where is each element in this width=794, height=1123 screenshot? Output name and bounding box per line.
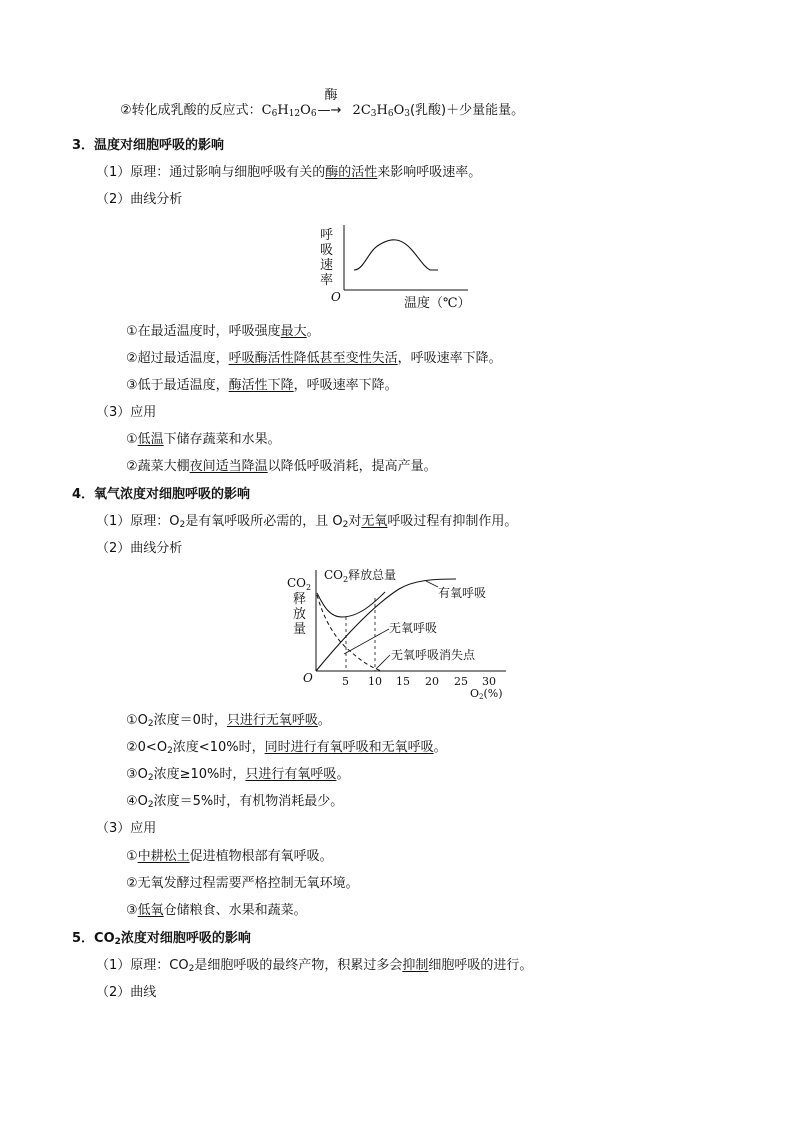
aerobic-label: 有氧呼吸 — [438, 586, 487, 600]
sec4-item-2: $②0<O_2$浓度<10%时，同时进行有氧呼吸和无氧呼吸。 — [126, 740, 447, 756]
aerobic-pointer — [426, 581, 438, 587]
temperature-chart — [318, 225, 478, 313]
temperature-curve — [354, 240, 438, 270]
oxygen-chart-ylabel — [287, 576, 311, 637]
sec4-application-heading: （3）应用 — [96, 821, 157, 836]
section-4-heading: 4．氧气浓度对细胞呼吸的影响 — [72, 487, 251, 502]
sec3-item-2: ②超过最适温度，呼吸酶活性降低甚至变性失活，呼吸速率下降。 — [126, 351, 502, 366]
reaction-suffix: ＋少量能量。 — [446, 103, 525, 118]
ylabel-char: 吸 — [320, 243, 334, 258]
underlined-answer: 酶的活性 — [325, 165, 378, 180]
sec3-curve-heading: （2）曲线分析 — [96, 192, 183, 207]
ylabel-char: 释 — [293, 592, 307, 607]
section-3-heading: 3．温度对细胞呼吸的影响 — [72, 138, 225, 153]
reactant-formula: $C_6H_{12}O_6$ — [261, 103, 317, 119]
x-axis-label: O2(%) — [470, 687, 503, 700]
x-tick-label: 20 — [425, 675, 439, 688]
anaerobic-pointer — [344, 629, 389, 654]
anaerobic-label: 无氧呼吸 — [389, 621, 438, 635]
ylabel-char: 量 — [293, 622, 307, 637]
x-tick-label: 15 — [396, 675, 410, 688]
sec4-application-2: ②无氧发酵过程需要严格控制无氧环境。 — [126, 876, 359, 891]
x-tick-label: 10 — [368, 675, 382, 688]
product-name: (乳酸) — [409, 103, 447, 118]
sec3-application-2: ②蔬菜大棚夜间适当降温以降低呼吸消耗，提高产量。 — [126, 459, 437, 474]
sec4-principle: （1）原理：$O_2$是有氧呼吸所必需的，且 $O_2$对无氧呼吸过程有抑制作用。 — [96, 514, 518, 530]
ylabel-char: 速 — [320, 258, 334, 273]
section-5-heading: 5．$CO_2$浓度对细胞呼吸的影响 — [72, 931, 251, 947]
product-formula: $2C_3H_6O_3$ — [352, 103, 410, 119]
temperature-chart-ylabel — [320, 228, 333, 288]
sec3-application-heading: （3）应用 — [96, 405, 157, 420]
x-axis-label: 温度（℃） — [404, 296, 471, 311]
x-tick-label: 25 — [454, 675, 468, 688]
reaction-equation — [120, 88, 525, 120]
oxygen-chart — [284, 565, 514, 700]
sec3-item-3: ③低于最适温度，酶活性下降，呼吸速率下降。 — [126, 378, 398, 393]
sec4-item-1: $①O_2$浓度＝0时，只进行无氧呼吸。 — [126, 713, 331, 729]
sec3-item-1: ①在最适温度时，呼吸强度最大。 — [126, 324, 320, 339]
total-co2-label: $CO_2$释放总量 — [324, 568, 397, 584]
x-tick-label: 30 — [482, 675, 496, 688]
x-tick-label: 5 — [342, 675, 349, 688]
enzyme-label: 酶 — [324, 88, 338, 103]
sec4-application-3: ③低氧仓储粮食、水果和蔬菜。 — [126, 903, 307, 918]
sec4-curve-heading: （2）曲线分析 — [96, 541, 183, 556]
sec5-curve-heading: （2）曲线 — [96, 985, 157, 1000]
origin-label: O — [303, 671, 313, 685]
sec3-application-1: ①低温下储存蔬菜和水果。 — [126, 432, 281, 447]
sec5-principle: （1）原理：$CO_2$是细胞呼吸的最终产物，积累过多会抑制细胞呼吸的进行。 — [96, 958, 533, 974]
ylabel-char: 率 — [320, 273, 334, 288]
reaction-prefix: ②转化成乳酸的反应式： — [120, 103, 262, 118]
ylabel-co2: $CO_2$ — [287, 576, 312, 592]
sec3-principle: （1）原理：通过影响与细胞呼吸有关的酶的活性来影响呼吸速率。 — [96, 165, 482, 180]
sec4-application-1: ①中耕松土促进植物根部有氧呼吸。 — [126, 849, 333, 864]
reaction-arrow: 酶 —→ — [317, 88, 342, 118]
vanish-point-label: 无氧呼吸消失点 — [391, 648, 476, 662]
vanish-pointer — [376, 655, 390, 669]
ylabel-char: 放 — [293, 607, 307, 622]
sec4-item-3: $③O_2$浓度≥10%时，只进行有氧呼吸。 — [126, 767, 350, 783]
origin-label: O — [331, 290, 341, 304]
ylabel-char: 呼 — [320, 228, 334, 243]
sec4-item-4: $④O_2$浓度＝5%时，有机物消耗最少。 — [126, 794, 344, 810]
